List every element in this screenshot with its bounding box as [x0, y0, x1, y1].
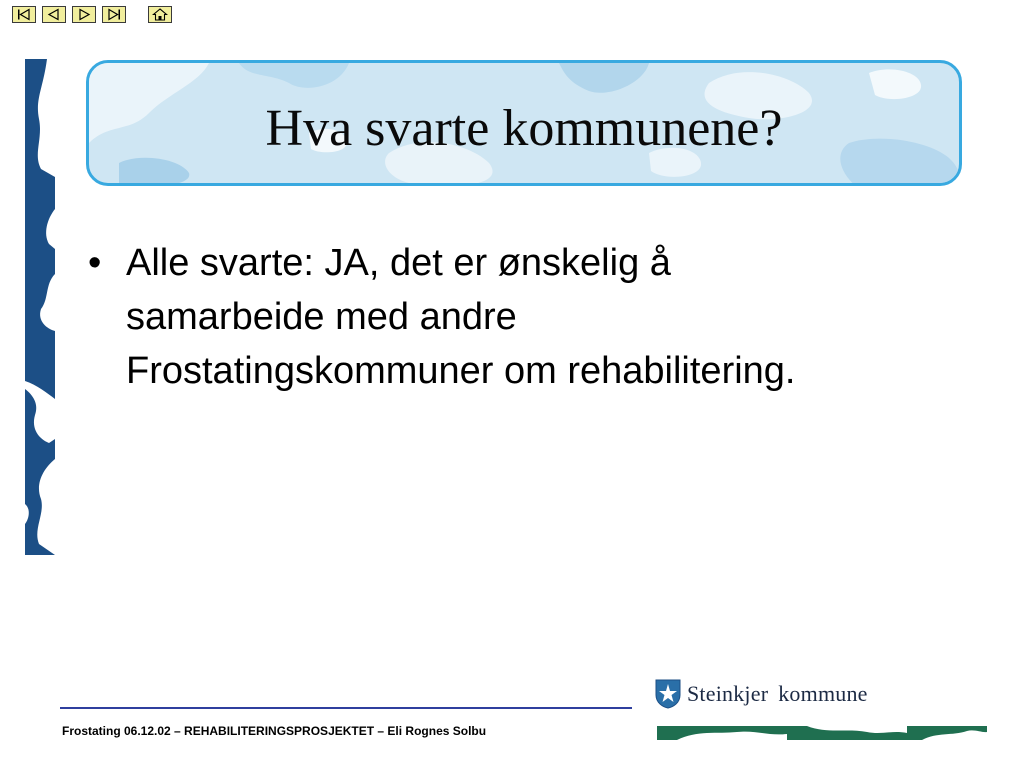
previous-slide-button[interactable] [42, 6, 66, 23]
next-slide-button[interactable] [72, 6, 96, 23]
bullet-line: Frostatingskommuner om rehabilitering. [126, 350, 796, 392]
first-slide-button[interactable] [12, 6, 36, 23]
logo-word-kommune: kommune [778, 681, 868, 706]
previous-slide-icon [45, 8, 63, 21]
next-slide-icon [75, 8, 93, 21]
bullet-list [88, 236, 968, 398]
coat-of-arms-icon [655, 679, 681, 709]
last-slide-icon [105, 8, 123, 21]
title-banner [86, 60, 962, 186]
logo-word-steinkjer: Steinkjer [687, 681, 769, 706]
steinkjer-logo [655, 679, 868, 709]
home-button[interactable] [148, 6, 172, 23]
footer-text: Frostating 06.12.02 – REHABILITERINGSPROSJEKTET – Eli Rognes Solbu [62, 724, 487, 738]
first-slide-icon [15, 8, 33, 21]
bullet-text [126, 236, 968, 398]
bullet-line: samarbeide med andre [126, 296, 517, 338]
last-slide-button[interactable] [102, 6, 126, 23]
bullet-line: Alle svarte: JA, det er ønskelig å [126, 242, 671, 284]
bullet-marker: • [88, 242, 102, 284]
slide-title: Hva svarte kommunene? [265, 100, 783, 157]
home-icon [151, 8, 169, 21]
logo-text [687, 681, 868, 707]
logo-landscape-band [657, 724, 987, 742]
footer-divider [60, 707, 632, 709]
slide-navigation [12, 6, 172, 23]
decorative-map-band [25, 59, 55, 555]
bullet-item [88, 236, 968, 398]
